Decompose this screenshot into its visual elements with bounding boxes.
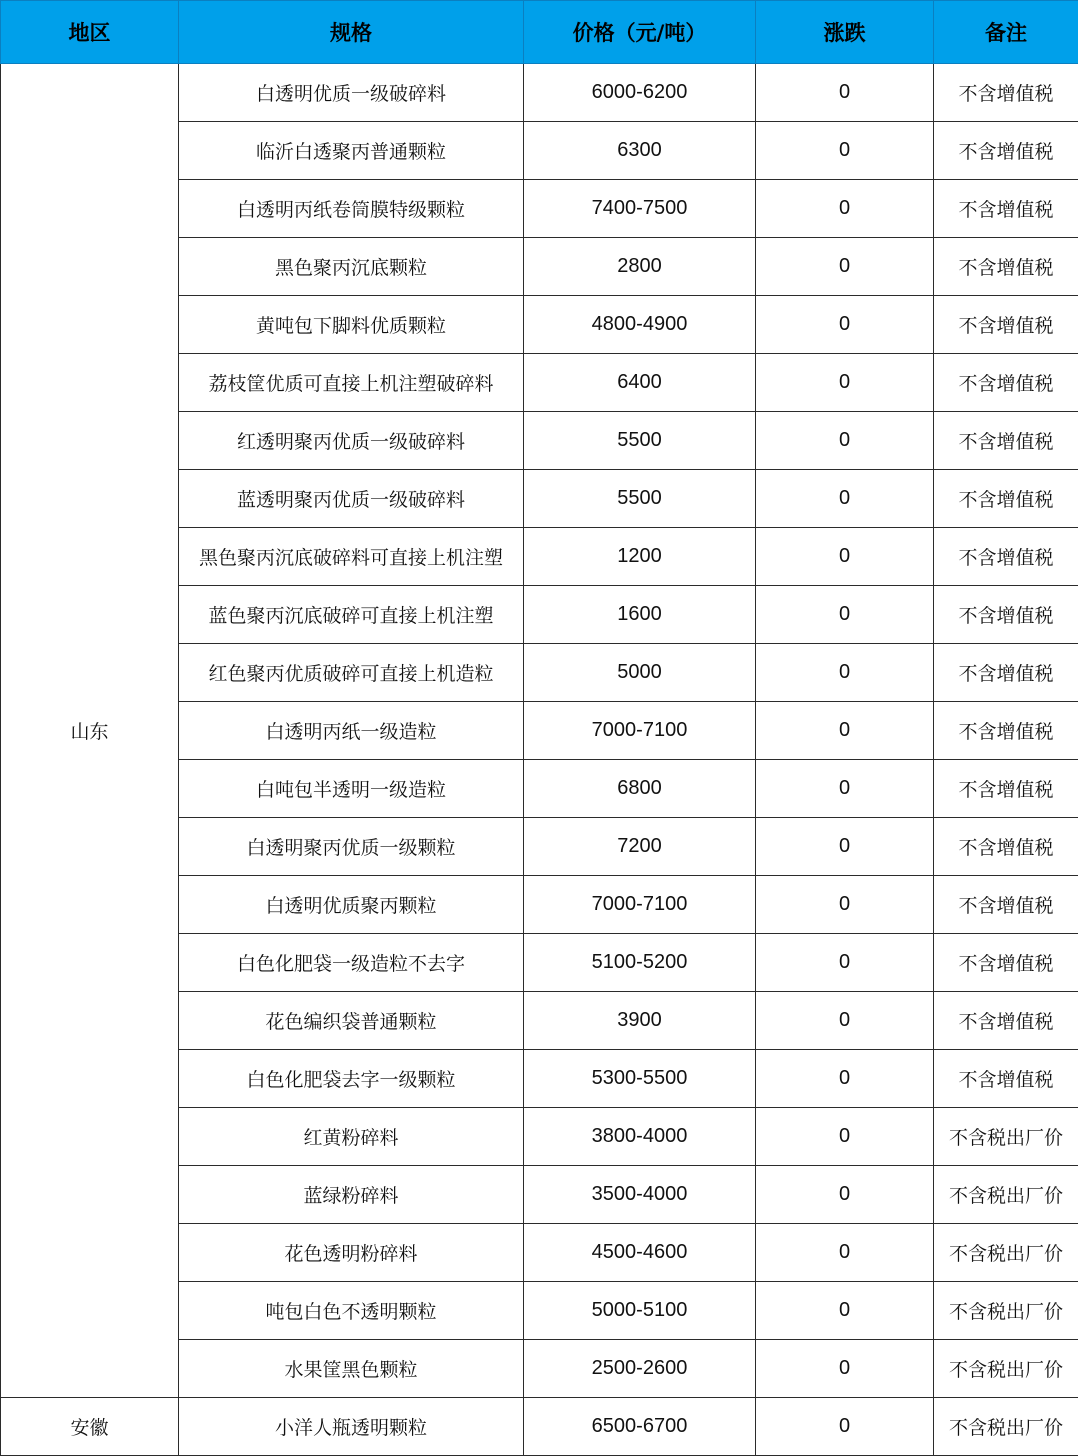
note-cell: 不含增值税 [934,818,1078,876]
note-cell: 不含增值税 [934,644,1078,702]
spec-cell: 荔枝筐优质可直接上机注塑破碎料 [179,354,524,412]
spec-cell: 红透明聚丙优质一级破碎料 [179,412,524,470]
table-header [1,1,1078,64]
spec-cell: 白色化肥袋一级造粒不去字 [179,934,524,992]
price-cell: 6000-6200 [524,64,756,122]
price-cell: 5000 [524,644,756,702]
price-cell: 4800-4900 [524,296,756,354]
table-body [1,64,1078,1456]
note-cell: 不含增值税 [934,412,1078,470]
price-cell: 4500-4600 [524,1224,756,1282]
price-cell: 3500-4000 [524,1166,756,1224]
note-cell: 不含增值税 [934,528,1078,586]
note-cell: 不含增值税 [934,1050,1078,1108]
change-cell: 0 [756,412,934,470]
change-cell: 0 [756,1224,934,1282]
spec-cell: 红黄粉碎料 [179,1108,524,1166]
spec-cell: 小洋人瓶透明颗粒 [179,1398,524,1456]
note-cell: 不含增值税 [934,876,1078,934]
change-cell: 0 [756,702,934,760]
header-note: 备注 [934,1,1078,64]
note-cell: 不含税出厂价 [934,1224,1078,1282]
price-cell: 5500 [524,412,756,470]
note-cell: 不含增值税 [934,702,1078,760]
change-cell: 0 [756,296,934,354]
spec-cell: 白透明丙纸一级造粒 [179,702,524,760]
note-cell: 不含增值税 [934,238,1078,296]
spec-cell: 白透明优质聚丙颗粒 [179,876,524,934]
change-cell: 0 [756,180,934,238]
note-cell: 不含增值税 [934,470,1078,528]
change-cell: 0 [756,992,934,1050]
spec-cell: 白透明优质一级破碎料 [179,64,524,122]
change-cell: 0 [756,1108,934,1166]
change-cell: 0 [756,470,934,528]
header-spec: 规格 [179,1,524,64]
price-cell: 1600 [524,586,756,644]
spec-cell: 临沂白透聚丙普通颗粒 [179,122,524,180]
change-cell: 0 [756,238,934,296]
price-cell: 7200 [524,818,756,876]
note-cell: 不含税出厂价 [934,1166,1078,1224]
price-cell: 6300 [524,122,756,180]
spec-cell: 蓝绿粉碎料 [179,1166,524,1224]
spec-cell: 蓝色聚丙沉底破碎可直接上机注塑 [179,586,524,644]
header-row [1,1,1078,64]
spec-cell: 水果筐黑色颗粒 [179,1340,524,1398]
table-row [1,1398,1078,1456]
note-cell: 不含增值税 [934,180,1078,238]
region-cell: 山东 [1,64,179,1398]
spec-cell: 白透明丙纸卷筒膜特级颗粒 [179,180,524,238]
price-cell: 6400 [524,354,756,412]
change-cell: 0 [756,64,934,122]
table-row [1,64,1078,122]
change-cell: 0 [756,876,934,934]
price-cell: 1200 [524,528,756,586]
change-cell: 0 [756,586,934,644]
spec-cell: 白吨包半透明一级造粒 [179,760,524,818]
change-cell: 0 [756,1340,934,1398]
spec-cell: 黄吨包下脚料优质颗粒 [179,296,524,354]
spec-cell: 白透明聚丙优质一级颗粒 [179,818,524,876]
region-cell: 安徽 [1,1398,179,1456]
spec-cell: 白色化肥袋去字一级颗粒 [179,1050,524,1108]
header-region: 地区 [1,1,179,64]
note-cell: 不含增值税 [934,760,1078,818]
change-cell: 0 [756,760,934,818]
spec-cell: 黑色聚丙沉底破碎料可直接上机注塑 [179,528,524,586]
price-cell: 6800 [524,760,756,818]
change-cell: 0 [756,1398,934,1456]
change-cell: 0 [756,122,934,180]
price-cell: 5100-5200 [524,934,756,992]
change-cell: 0 [756,934,934,992]
price-cell: 3800-4000 [524,1108,756,1166]
note-cell: 不含增值税 [934,64,1078,122]
note-cell: 不含增值税 [934,122,1078,180]
spec-cell: 花色透明粉碎料 [179,1224,524,1282]
change-cell: 0 [756,818,934,876]
price-cell: 5300-5500 [524,1050,756,1108]
price-cell: 2500-2600 [524,1340,756,1398]
note-cell: 不含增值税 [934,354,1078,412]
change-cell: 0 [756,1166,934,1224]
note-cell: 不含增值税 [934,296,1078,354]
note-cell: 不含税出厂价 [934,1282,1078,1340]
price-cell: 6500-6700 [524,1398,756,1456]
header-price: 价格（元/吨） [524,1,756,64]
note-cell: 不含税出厂价 [934,1398,1078,1456]
header-change: 涨跌 [756,1,934,64]
change-cell: 0 [756,1282,934,1340]
note-cell: 不含税出厂价 [934,1340,1078,1398]
note-cell: 不含增值税 [934,934,1078,992]
price-cell: 7000-7100 [524,876,756,934]
note-cell: 不含增值税 [934,586,1078,644]
change-cell: 0 [756,644,934,702]
price-cell: 5000-5100 [524,1282,756,1340]
change-cell: 0 [756,354,934,412]
price-cell: 5500 [524,470,756,528]
spec-cell: 红色聚丙优质破碎可直接上机造粒 [179,644,524,702]
spec-cell: 蓝透明聚丙优质一级破碎料 [179,470,524,528]
price-cell: 7400-7500 [524,180,756,238]
note-cell: 不含税出厂价 [934,1108,1078,1166]
spec-cell: 吨包白色不透明颗粒 [179,1282,524,1340]
price-cell: 2800 [524,238,756,296]
change-cell: 0 [756,1050,934,1108]
note-cell: 不含增值税 [934,992,1078,1050]
change-cell: 0 [756,528,934,586]
price-cell: 7000-7100 [524,702,756,760]
price-cell: 3900 [524,992,756,1050]
spec-cell: 花色编织袋普通颗粒 [179,992,524,1050]
spec-cell: 黑色聚丙沉底颗粒 [179,238,524,296]
